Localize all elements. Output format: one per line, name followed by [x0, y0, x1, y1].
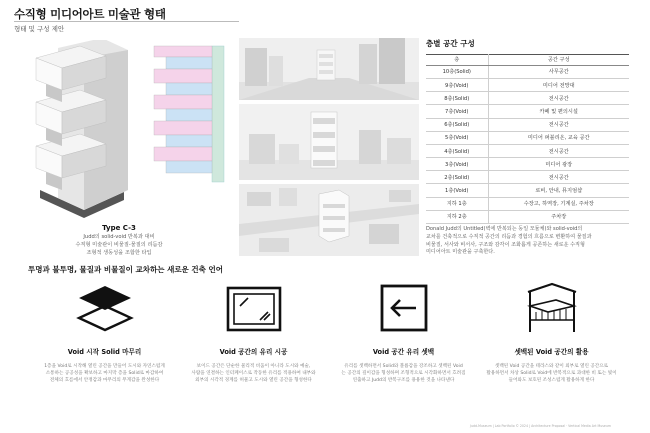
concept-title: Void 공간 유리 셋백	[372, 348, 435, 356]
concept-desc-line: 보이드 공간은 단순한 물리적 비움이 아니라 도시와 예술,	[196, 364, 311, 369]
concept-desc-line: 셋백된 Void 공간을 테라스와 같이 외부로 열린 공간으로	[494, 364, 609, 369]
concept-description	[176, 363, 331, 384]
floor-section-diagram	[152, 44, 232, 184]
concept-desc-line: 유리를 셋백하면서 Solid와 볼륨감을 강조하고 셋백된 Void	[344, 364, 463, 369]
floor-cell: 8층(Solid)	[426, 92, 488, 105]
program-cell: 전시공간	[488, 171, 629, 184]
arrow-left-icon	[374, 282, 434, 334]
concept-desc-line: 1층을 Void로 시작해 열린 공간을 만들어 도시와 자연스럽게	[44, 364, 165, 369]
stacked-layers-icon	[75, 282, 135, 334]
table-title: 층별 공간 구성	[426, 39, 475, 48]
table-row	[426, 210, 629, 223]
table-row	[426, 144, 629, 157]
diagram-bands	[154, 46, 212, 173]
table-description	[426, 226, 632, 257]
page-subtitle: 형태 및 구성 제안	[14, 25, 65, 33]
concept-card	[176, 282, 331, 384]
table-row	[426, 131, 629, 144]
concept-title: Void 시작 Solid 마무리	[67, 348, 142, 356]
glass-window-icon	[224, 282, 284, 334]
concept-card	[27, 282, 182, 384]
floor-program-table	[426, 54, 629, 224]
type-label: Type C-3	[102, 224, 136, 232]
concept-desc-line: 연출하고 Judd의 반복구조를 용용한 것을 나타낸다	[352, 378, 455, 383]
section-heading: 투명과 불투명, 물질과 비물질이 교차하는 새로운 건축 언어	[28, 265, 224, 274]
program-cell: 미디어 전망대	[488, 78, 629, 91]
building-solid-blocks	[36, 46, 106, 178]
program-cell: 전시공간	[488, 92, 629, 105]
program-cell: 수장고, 하역장, 기계실, 주차장	[488, 197, 629, 210]
program-cell: 주차장	[488, 210, 629, 223]
table-row	[426, 105, 629, 118]
type-desc-line: Judd의 solid-void 반복과 대비	[83, 234, 155, 240]
render-street-view-image	[239, 38, 419, 100]
floor-cell: 6층(Solid)	[426, 118, 488, 131]
floor-cell: 지하 1층	[426, 197, 488, 210]
concept-desc-line: 활용하면서 차상 Solid로 Void에 반복적으로 과대한 비 또는 빛이	[486, 371, 617, 376]
floor-cell: 10층(Solid)	[426, 65, 488, 78]
desc-line: 비물질, 서사와 비서사, 구조와 감각이 조화롭게 공존하는 새로운 수직형	[426, 241, 585, 248]
desc-line: 미디어아트 미술관을 구축한다.	[426, 249, 495, 256]
program-cell: 카페 및 편의시설	[488, 105, 629, 118]
floor-cell: 4층(Solid)	[426, 144, 488, 157]
desc-line: Donald Judd의 Untitled(벽에 반복되는 동일 모듈체)와 solid-void의	[426, 226, 583, 232]
concept-desc-line: 전체의 흐름에서 안정감과 마무리의 무게감을 완성한다	[49, 378, 160, 383]
table-row	[426, 184, 629, 197]
table-row	[426, 65, 629, 78]
table-row	[426, 158, 629, 171]
concept-description	[27, 363, 182, 384]
type-desc-line: 조형적 생동성을 조합한 타입	[86, 250, 152, 256]
type-desc-line: 수직형 미술관이 비물질-물질의 리듬감	[75, 242, 163, 248]
floor-cell: 5층(Void)	[426, 131, 488, 144]
concept-desc-line: 들어와도 보호된 조성스럽게 활용하게 한다	[508, 378, 595, 383]
program-cell: 전시공간	[488, 144, 629, 157]
floor-cell: 1층(Void)	[426, 184, 488, 197]
concept-title: 셋백된 Void 공간의 활용	[514, 348, 589, 356]
balcony-terrace-icon	[522, 282, 582, 334]
type-description	[48, 233, 190, 257]
render-city-view-image	[239, 104, 419, 180]
floor-cell: 지하 2층	[426, 210, 488, 223]
concept-desc-line: 소통하는 공공성을 확보하고 마지막 층을 Solid로 마감하여	[45, 371, 164, 376]
concept-desc-line: 는 공간의 깊이감을 형성하며 조형적으로 시각화하면서 흐려짐	[341, 371, 466, 376]
table-row	[426, 197, 629, 210]
program-cell: 사무공간	[488, 65, 629, 78]
column-header: 공간 구성	[488, 55, 629, 66]
floor-cell: 2층(Solid)	[426, 171, 488, 184]
column-header: 층	[426, 55, 488, 66]
concept-description	[326, 363, 481, 384]
concept-title: Void 공간의 유리 시공	[219, 348, 288, 356]
title-divider	[14, 21, 239, 22]
concept-card	[326, 282, 481, 384]
table-row	[426, 92, 629, 105]
program-cell: 로비, 안내, 뮤지엄샵	[488, 184, 629, 197]
desc-line: 교차를 건축적으로 수직적 공간의 리듬과 경험의 흐름으로 변환하여 물질과	[426, 233, 592, 240]
render-aerial-view-image	[239, 184, 419, 256]
table-row	[426, 171, 629, 184]
table-row	[426, 118, 629, 131]
footer-credit: Judd-Museum | Lab Portfolio © 2024 | Architecture Proposal · Vertical Media Art Museum	[470, 424, 611, 428]
floor-cell: 7층(Void)	[426, 105, 488, 118]
program-cell: 미디어 광장	[488, 158, 629, 171]
concept-card	[474, 282, 629, 384]
page-title: 수직형 미디어아트 미술관 형태	[14, 7, 166, 21]
floor-cell: 9층(Void)	[426, 78, 488, 91]
program-cell: 미디어 퍼블리온, 교육 공간	[488, 131, 629, 144]
program-cell: 전시공간	[488, 118, 629, 131]
diagram-core	[212, 46, 224, 182]
concept-description	[474, 363, 629, 384]
table-header-row	[426, 55, 629, 66]
concept-desc-line: 사람을 연결하는 인터페이스로 작동한 유리를 적용하여 내부와	[191, 371, 316, 376]
table-row	[426, 78, 629, 91]
concept-desc-line: 외부의 시각적 경계를 허물고 도시와 열린 공간을 형성한다	[195, 378, 312, 383]
floor-cell: 3층(Void)	[426, 158, 488, 171]
building-isometric-image	[28, 40, 138, 218]
